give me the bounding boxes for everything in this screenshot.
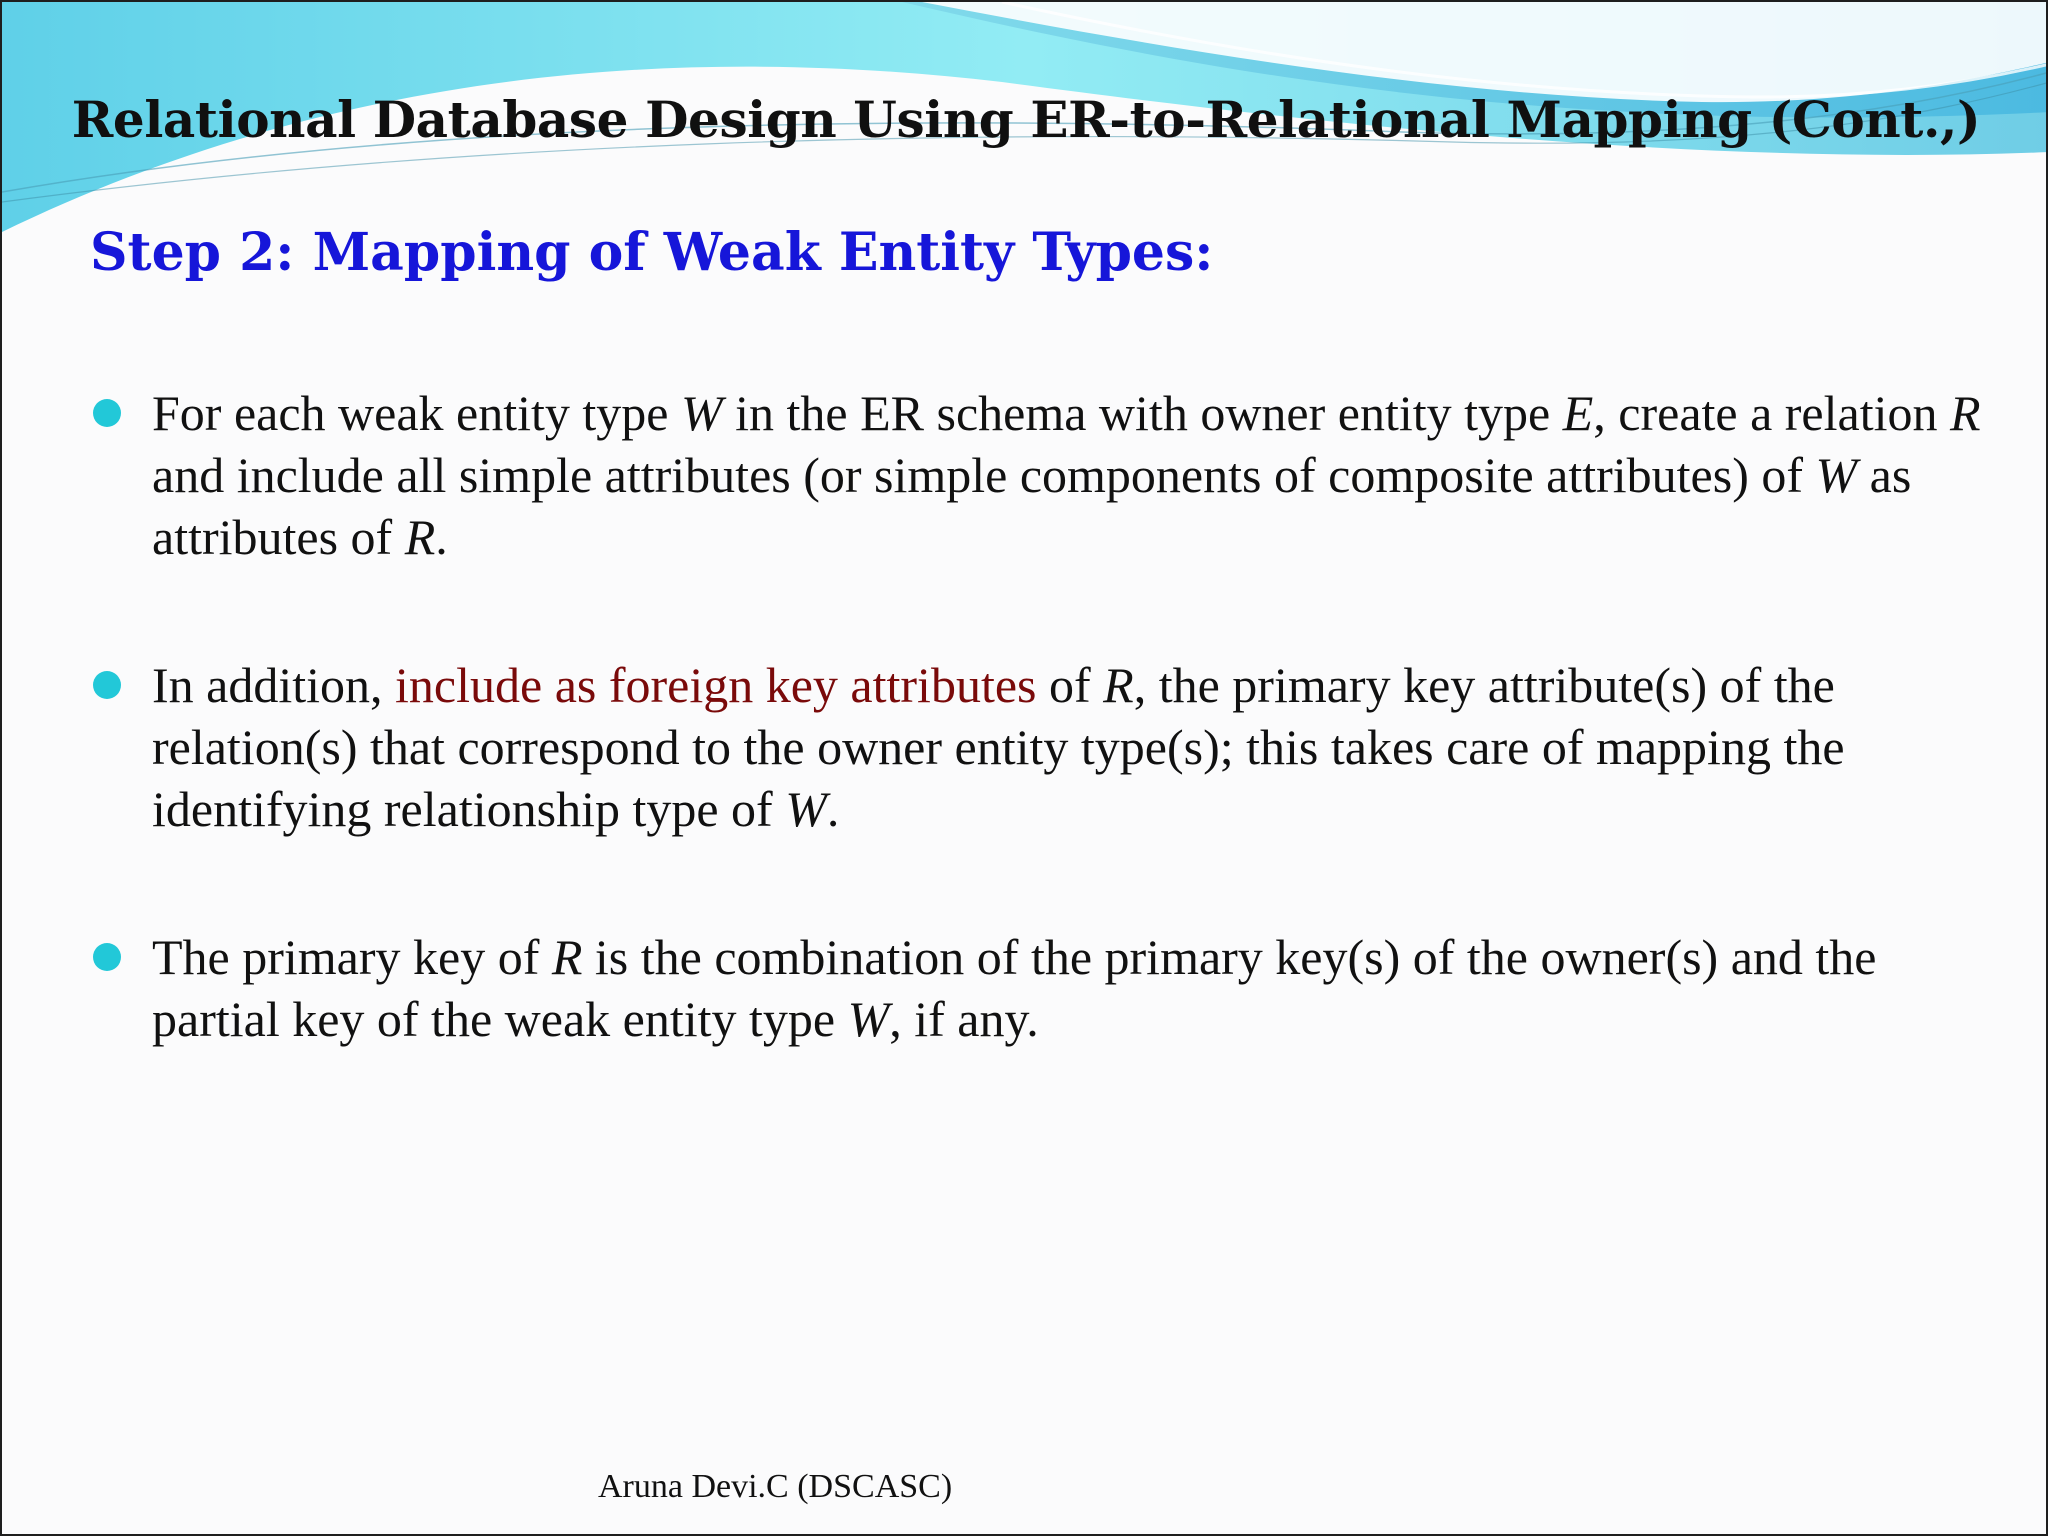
bullet-text-run: as attributes of (152, 447, 1912, 565)
bullet-text-run: , the primary key attribute(s) of the relation(s) that correspond to the owner entity type(s); this takes care of mapping the identifying relationship type of (152, 657, 1845, 837)
bullet-item (90, 654, 1990, 840)
variable-text: E (1562, 385, 1594, 441)
bullet-text-run: For each weak entity type (152, 385, 681, 441)
highlight-text: include as foreign key attributes (395, 657, 1037, 713)
step-heading: Step 2: Mapping of Weak Entity Types: (90, 222, 1214, 283)
bullet-text-run: , if any. (889, 991, 1039, 1047)
bullet-dot-icon (93, 943, 121, 971)
bullet-text-run: In addition, (152, 657, 396, 713)
variable-text: R (404, 509, 436, 565)
bullet-text (152, 385, 1981, 565)
bullet-dot-icon (93, 671, 121, 699)
slide-title: Relational Database Design Using ER-to-Relational Mapping (Cont.,) (71, 90, 1981, 149)
bullet-text-run: is the combination of the primary key(s) of the owner(s) and the partial key of the weak entity type (152, 929, 1877, 1047)
bullet-text-run: , create a relation (1593, 385, 1950, 441)
bullet-text (152, 657, 1845, 837)
variable-text: W (680, 385, 723, 441)
variable-text: R (551, 929, 583, 985)
bullet-text-run: in the ER schema with owner entity type (722, 385, 1563, 441)
variable-text: R (1103, 657, 1134, 713)
footer-author: Aruna Devi.C (DSCASC) (598, 1468, 953, 1505)
bullet-text-run: of (1036, 657, 1104, 713)
bullet-text-run: . (435, 509, 448, 565)
variable-text: W (785, 781, 827, 837)
bullet-dot-icon (93, 399, 121, 427)
bullet-item (90, 382, 1990, 568)
variable-text: W (847, 991, 890, 1047)
bullet-list (90, 382, 1990, 1136)
bullet-text (152, 929, 1876, 1047)
bullet-text-run: The primary key of (152, 929, 552, 985)
variable-text: W (1815, 447, 1858, 503)
variable-text: R (1950, 385, 1981, 441)
bullet-text-run: . (826, 781, 840, 837)
bullet-item (90, 926, 1990, 1050)
bullet-text-run: and include all simple attributes (or simple components of composite attributes) of (152, 447, 1816, 503)
